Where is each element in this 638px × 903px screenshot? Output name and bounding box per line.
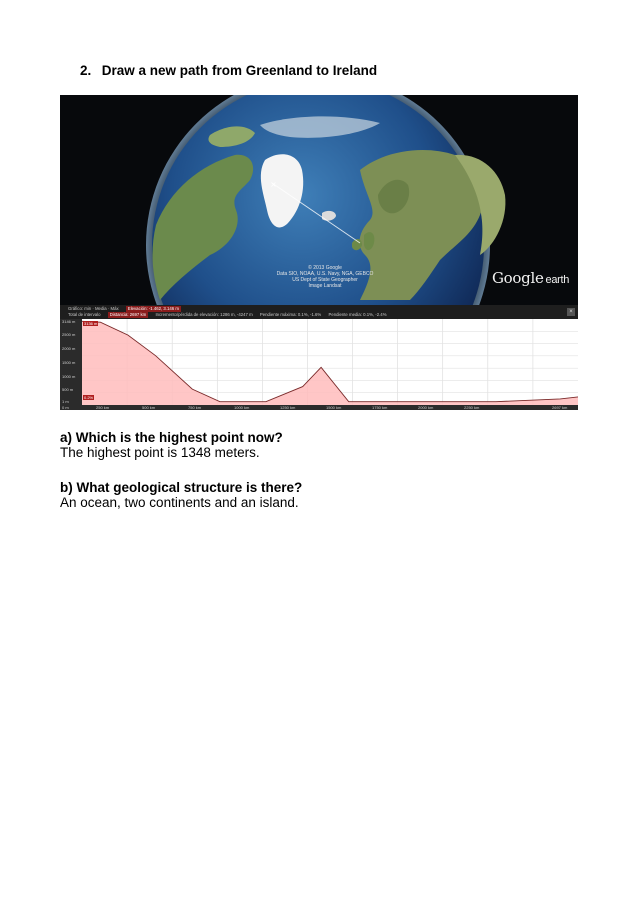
x-tick-label: 2000 km	[418, 405, 434, 410]
answer-b	[60, 480, 302, 510]
max-elevation-tag: 3136 m	[84, 321, 98, 326]
copyright-line: Data SIO, NOAA, U.S. Navy, NGA, GEBCO	[276, 271, 374, 277]
y-tick-label: 1000 m	[62, 374, 76, 379]
question-a: a) Which is the highest point now?	[60, 430, 283, 445]
globe-view	[60, 95, 578, 305]
distance-readout: Distancia: 2697 km	[109, 312, 147, 317]
copyright-line: US Dept of State Geographer	[292, 277, 358, 283]
answer-a	[60, 430, 283, 460]
elevation-profile-toolbar	[60, 305, 578, 319]
elevation-chart-svg	[82, 319, 578, 405]
elevation-readout: Elevación: -1.462, 3.146 m	[127, 306, 179, 311]
y-tick-label: 2000 m	[62, 346, 76, 351]
question-heading	[80, 63, 377, 78]
elevation-profile-panel	[60, 305, 578, 410]
google-earth-logo: Google earth	[492, 269, 570, 287]
imagery-copyright	[265, 265, 385, 289]
x-tick-label: 1750 km	[372, 405, 388, 410]
close-icon[interactable]: ×	[567, 308, 575, 316]
google-earth-screenshot	[60, 95, 578, 410]
y-tick-label: 500 m	[62, 387, 74, 392]
x-tick-label: 500 km	[142, 405, 156, 410]
x-tick-label: 250 km	[96, 405, 110, 410]
x-tick-label: 1000 km	[234, 405, 250, 410]
x-tick-label: 0 m	[62, 405, 69, 410]
question-title: Draw a new path from Greenland to Ireland	[101, 63, 378, 78]
y-tick-label: 2500 m	[62, 332, 76, 337]
y-axis	[60, 319, 82, 405]
svg-text:×: ×	[270, 180, 277, 189]
avg-slope: Pendiente media: 0.1%, -2.4%	[328, 312, 387, 317]
x-tick-label: 750 km	[188, 405, 202, 410]
question-number: 2.	[80, 63, 92, 78]
y-tick-label: 3146 m	[62, 319, 76, 324]
answer-b-text: An ocean, two continents and an island.	[60, 495, 299, 510]
elevation-gain-loss: Incremento/pérdida de elevación: 1286 m, -4247 m	[155, 312, 253, 317]
copyright-line: © 2013 Google	[308, 265, 342, 271]
y-tick-label: 1 m	[62, 399, 69, 404]
chart-stats-label: Gráfico: min · Media · Máx	[68, 306, 119, 311]
x-tick-label: 2250 km	[464, 405, 480, 410]
x-tick-label: 1250 km	[280, 405, 296, 410]
answer-a-text: The highest point is 1348 meters.	[60, 445, 260, 460]
max-slope: Pendiente máxima: 0.1%, -1.6%	[259, 312, 322, 317]
x-tick-label: 1500 km	[326, 405, 342, 410]
min-slope-tag: 0.2%	[84, 395, 94, 400]
x-tick-label: 2697 km	[552, 405, 568, 410]
question-b: b) What geological structure is there?	[60, 480, 303, 495]
range-label: Total de intervalo	[68, 312, 101, 317]
x-axis	[62, 405, 578, 410]
y-tick-label: 1500 m	[62, 360, 76, 365]
copyright-line: Image Landsat	[308, 283, 342, 289]
elevation-chart[interactable]	[82, 319, 578, 405]
